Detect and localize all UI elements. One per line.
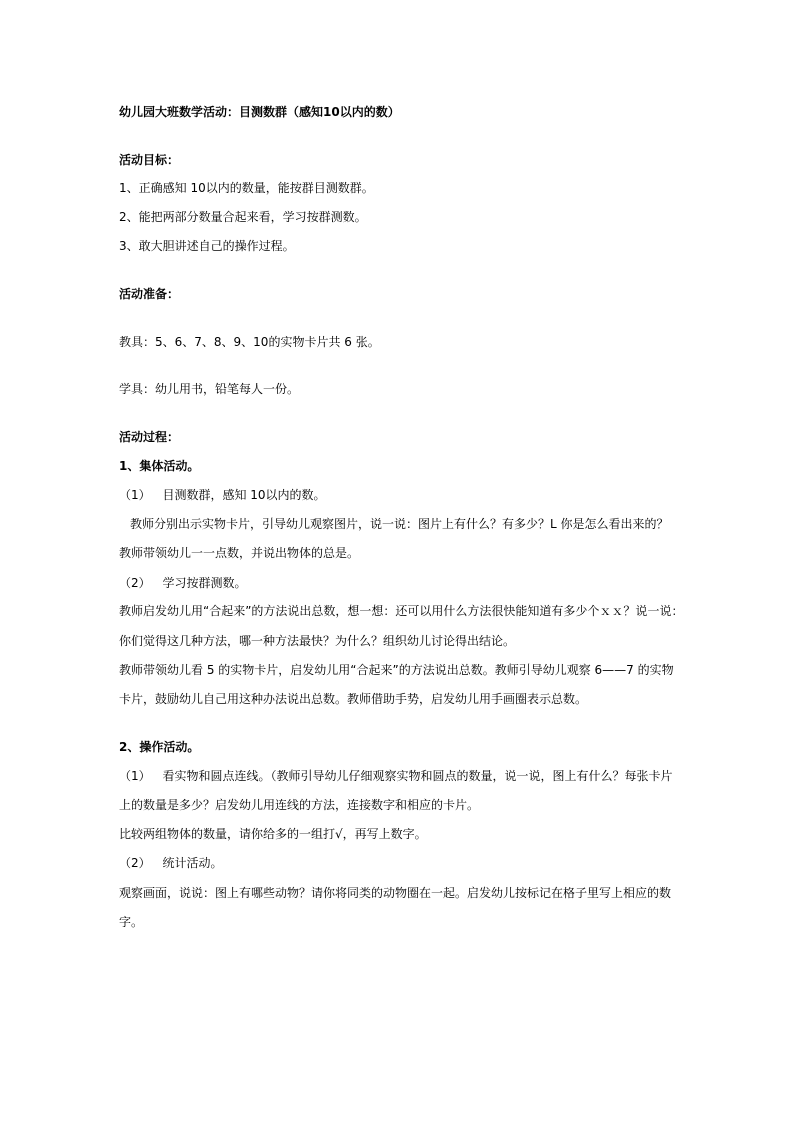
prep-student-materials: 学具：幼儿用书，铅笔每人一份。	[119, 382, 300, 396]
section2-step1-paragraph-2: 比较两组物体的数量，请你给多的一组打√，再写上数字。	[119, 827, 427, 841]
section1-step1	[119, 487, 326, 503]
section1-step2	[119, 575, 246, 591]
section1-step2-paragraph-4: 卡片，鼓励幼儿自己用这种办法说出总数。教师借助手势，启发幼儿用手画圈表示总数。	[119, 692, 588, 706]
step-text: 学习按群测数。	[162, 576, 247, 590]
step-label: （2）	[119, 576, 151, 590]
document-title: 幼儿园大班数学活动：目测数群（感知10以内的数）	[119, 105, 400, 119]
step-text: 统计活动。	[162, 856, 223, 870]
section1-heading: 1、集体活动。	[119, 459, 200, 473]
section1-step1-paragraph-1: 教师分别出示实物卡片，引导幼儿观察图片，说一说：图片上有什么？有多少？L 你是怎么看出来的？	[130, 517, 669, 531]
section1-step2-paragraph-2: 你们觉得这几种方法，哪一种方法最快？为什么？组织幼儿讨论得出结论。	[119, 634, 516, 648]
goal-item-3: 3、敢大胆讲述自己的操作过程。	[119, 239, 295, 253]
section2-step1	[119, 768, 672, 784]
step-label: （1）	[119, 488, 151, 502]
section2-step1-paragraph-1: 上的数量是多少？启发幼儿用连线的方法，连接数字和相应的卡片。	[119, 798, 480, 812]
section1-step1-paragraph-2: 教师带领幼儿一一点数，并说出物体的总是。	[119, 546, 360, 560]
prep-teacher-materials: 教具：5、6、7、8、9、10的实物卡片共 6 张。	[119, 335, 380, 349]
section1-step2-paragraph-1: 教师启发幼儿用“合起来”的方法说出总数，想一想：还可以用什么方法很快能知道有多少个ｘｘ？说一说：	[119, 604, 684, 618]
step-label: （2）	[119, 856, 151, 870]
goal-item-2: 2、能把两部分数量合起来看，学习按群测数。	[119, 210, 367, 224]
step-label: （1）	[119, 769, 151, 783]
goals-heading: 活动目标：	[119, 153, 180, 167]
goal-item-1: 1、正确感知 10以内的数量，能按群目测数群。	[119, 181, 374, 195]
section2-heading: 2、操作活动。	[119, 740, 200, 754]
process-heading: 活动过程：	[119, 430, 180, 444]
section1-step2-paragraph-3: 教师带领幼儿看 5 的实物卡片，启发幼儿用“合起来”的方法说出总数。教师引导幼儿观察 6——7 的实物	[119, 663, 674, 677]
section2-step2-paragraph-2: 字。	[119, 915, 144, 929]
section2-step2-paragraph-1: 观察画面，说说：图上有哪些动物？请你将同类的动物圈在一起。启发幼儿按标记在格子里写上相应的数	[119, 886, 672, 900]
prep-heading: 活动准备：	[119, 287, 180, 301]
step-text: 看实物和圆点连线。（教师引导幼儿仔细观察实物和圆点的数量，说一说，图上有什么？每张卡片	[162, 769, 673, 783]
step-text: 目测数群，感知 10以内的数。	[162, 488, 326, 502]
section2-step2	[119, 855, 222, 871]
